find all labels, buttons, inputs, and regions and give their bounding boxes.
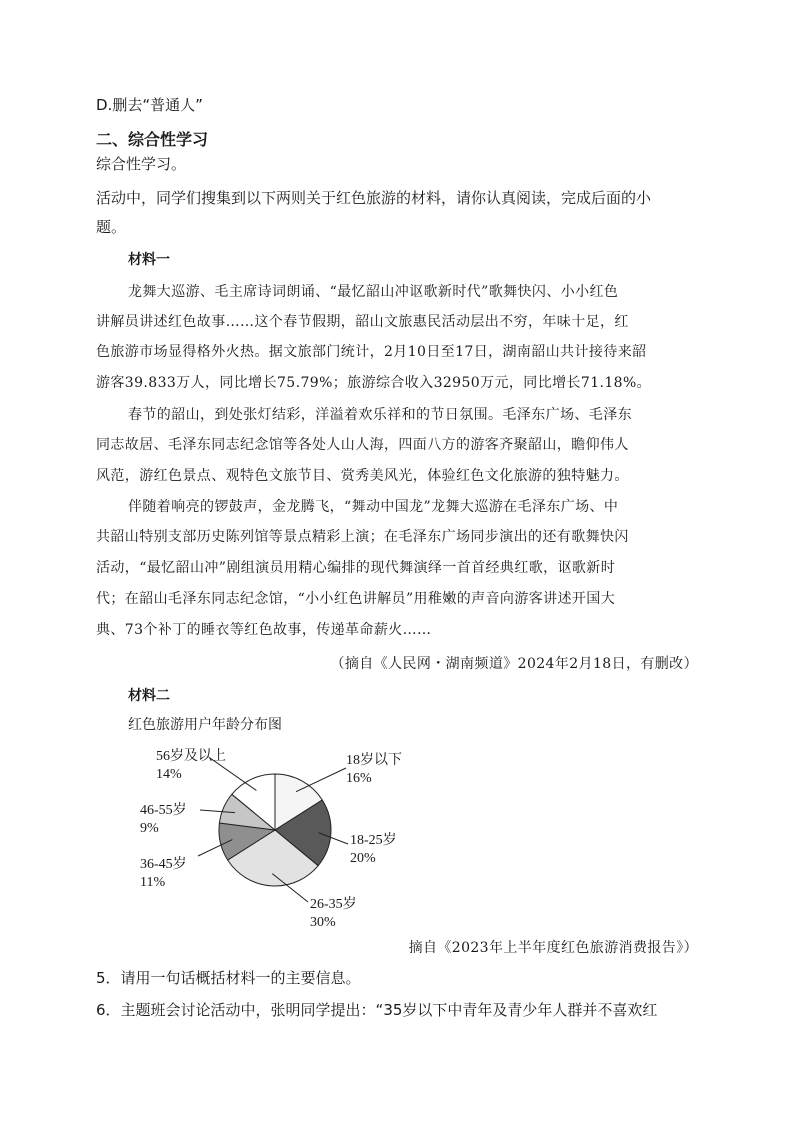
slice-value-2: 30% bbox=[310, 915, 336, 930]
material1-p3-line: 共韶山特别支部历史陈列馆等景点精彩上演；在毛泽东广场同步演出的还有歌舞快闪 bbox=[96, 529, 629, 545]
slice-value-3: 11% bbox=[140, 875, 166, 890]
chart-title: 红色旅游用户年龄分布图 bbox=[128, 717, 282, 733]
material1-p3-line: 伴随着响亮的锣鼓声，金龙腾飞，“舞动中国龙”龙舞大巡游在毛泽东广场、中 bbox=[128, 499, 619, 515]
material1-p1-line: 色旅游市场显得格外火热。据文旅部门统计，2月10日至17日，湖南韶山共计接待来韶 bbox=[96, 344, 647, 360]
material1-p2-line: 同志故居、毛泽东同志纪念馆等各处人山人海，四面八方的游客齐聚韶山，瞻仰伟人 bbox=[96, 437, 629, 453]
slice-label-1: 18-25岁 bbox=[350, 833, 397, 848]
slice-value-1: 20% bbox=[350, 851, 376, 866]
material1-p2-line: 风范，游红色景点、观特色文旅节目、赏秀美风光，体验红色文化旅游的独特魅力。 bbox=[96, 468, 629, 484]
slice-label-5: 56岁及以上 bbox=[156, 749, 226, 764]
slice-label-4: 46-55岁 bbox=[140, 803, 187, 818]
leader-line-0 bbox=[296, 768, 346, 792]
section-heading: 二、综合性学习 bbox=[96, 130, 209, 149]
slice-label-3: 36-45岁 bbox=[140, 857, 187, 872]
age-distribution-pie-chart bbox=[110, 740, 450, 930]
section-subheading: 综合性学习。 bbox=[96, 155, 187, 173]
material1-p1-line: 游客39.833万人，同比增长75.79%；旅游综合收入32950万元，同比增长71.18%。 bbox=[96, 375, 652, 391]
option-d: D.删去“普通人” bbox=[96, 96, 203, 114]
intro-line-2: 题。 bbox=[96, 218, 127, 236]
material1-p3-line: 代；在韶山毛泽东同志纪念馆，“小小红色讲解员”用稚嫩的声音向游客讲述开国大 bbox=[96, 591, 616, 607]
question-5: 5．请用一句话概括材料一的主要信息。 bbox=[96, 969, 361, 987]
slice-value-5: 14% bbox=[156, 767, 182, 782]
slice-value-0: 16% bbox=[346, 771, 372, 786]
material1-source: （摘自《人民网・湖南频道》2024年2月18日，有删改） bbox=[330, 656, 698, 672]
question-6: 6．主题班会讨论活动中，张明同学提出：“35岁以下中青年及青少年人群并不喜欢红 bbox=[96, 1001, 658, 1019]
slice-value-4: 9% bbox=[140, 821, 159, 836]
intro-line-1: 活动中，同学们搜集到以下两则关于红色旅游的材料，请你认真阅读，完成后面的小 bbox=[96, 189, 652, 207]
material1-title: 材料一 bbox=[128, 252, 170, 268]
material1-p3-line: 活动，“最忆韶山冲”剧组演员用精心编排的现代舞演绎一首首经典红歌，讴歌新时 bbox=[96, 560, 616, 576]
material2-title: 材料二 bbox=[128, 688, 170, 704]
material1-p1-line: 讲解员讲述红色故事……这个春节假期，韶山文旅惠民活动层出不穷，年味十足，红 bbox=[96, 314, 629, 330]
material2-source: 摘自《2023年上半年度红色旅游消费报告》） bbox=[408, 940, 698, 956]
slice-label-0: 18岁以下 bbox=[346, 753, 402, 768]
material1-p1-line: 龙舞大巡游、毛主席诗词朗诵、“最忆韶山冲讴歌新时代”歌舞快闪、小小红色 bbox=[128, 284, 619, 300]
material1-p3-line: 典、73个补丁的睡衣等红色故事，传递革命薪火…… bbox=[96, 622, 432, 638]
slice-label-2: 26-35岁 bbox=[310, 897, 357, 912]
material1-p2-line: 春节的韶山，到处张灯结彩，洋溢着欢乐祥和的节日氛围。毛泽东广场、毛泽东 bbox=[128, 407, 632, 423]
